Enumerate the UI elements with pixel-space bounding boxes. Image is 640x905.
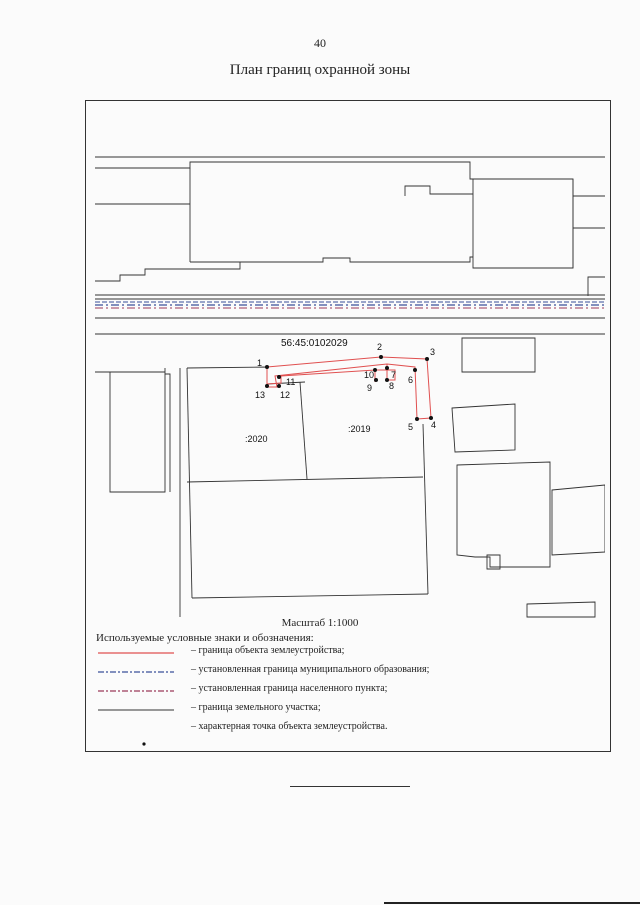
- boundary-map: [95, 112, 605, 622]
- legend-text: – граница объекта землеустройства;: [191, 645, 345, 656]
- point-label-7: 7: [391, 370, 397, 380]
- building-outline: [457, 462, 550, 567]
- point-label-6: 6: [408, 375, 414, 385]
- building-outline: [95, 257, 473, 281]
- legend-text: – установленная граница населенного пункта;: [191, 683, 388, 694]
- point-label-3: 3: [430, 347, 436, 357]
- legend-item: [96, 720, 596, 739]
- point-label-1: 1: [257, 358, 263, 368]
- characteristic-point-3: [425, 357, 429, 361]
- building-outline: [405, 186, 473, 196]
- building-outline: [462, 338, 535, 372]
- characteristic-point-2: [379, 355, 383, 359]
- point-label-9: 9: [367, 383, 373, 393]
- point-label-2: 2: [377, 342, 383, 352]
- legend-text: – граница земельного участка;: [191, 702, 321, 713]
- characteristic-point-11: [277, 375, 281, 379]
- signature-line: [290, 786, 410, 787]
- parcel-boundary: [95, 368, 170, 492]
- characteristic-point-7: [385, 366, 389, 370]
- parcel-boundary: [423, 424, 428, 594]
- settlement-boundary-symbol: [96, 682, 176, 696]
- building-outline: [473, 179, 573, 268]
- characteristic-point-symbol: [96, 720, 176, 750]
- building-outline: [452, 404, 515, 452]
- page-title: План границ охранной зоны: [229, 62, 411, 78]
- point-label-5: 5: [408, 422, 414, 432]
- quarter-label: 56:45:0102029: [281, 338, 348, 349]
- parcel-label-2020: :2020: [245, 434, 268, 444]
- parcel-boundary: [192, 594, 428, 598]
- point-label-10: 10: [364, 370, 375, 380]
- scan-edge: [384, 902, 640, 904]
- legend-text: – установленная граница муниципального образования;: [191, 664, 430, 675]
- object-boundary-symbol: [96, 644, 176, 658]
- building-outline: [552, 485, 605, 555]
- legend-text: – характерная точка объекта землеустройства.: [191, 721, 388, 732]
- parcel-boundary: [187, 368, 192, 598]
- characteristic-point-13: [265, 384, 269, 388]
- characteristic-point-5: [415, 417, 419, 421]
- scale-label: Масштаб 1:1000: [281, 617, 359, 629]
- legend: [96, 644, 596, 739]
- parcel-label-2019: :2019: [348, 424, 371, 434]
- characteristic-point-6: [413, 368, 417, 372]
- point-label-11: 11: [286, 377, 296, 387]
- parcel-boundary: [110, 372, 165, 492]
- characteristic-point-12: [277, 384, 281, 388]
- object-boundary: [267, 370, 375, 384]
- legend-item: [96, 682, 596, 701]
- parcel-boundary: [187, 477, 423, 482]
- page-number: 40: [314, 36, 326, 50]
- legend-title: Используемые условные знаки и обозначения:: [96, 632, 314, 644]
- building-outline: [588, 277, 605, 296]
- parcel-boundary-symbol: [96, 701, 176, 715]
- legend-item: [96, 663, 596, 682]
- characteristic-point-9: [374, 378, 378, 382]
- point-label-12: 12: [280, 390, 291, 400]
- building-outline: [95, 162, 605, 196]
- building-outline: [527, 602, 595, 617]
- characteristic-point-1: [265, 365, 269, 369]
- point-label-4: 4: [431, 420, 437, 430]
- legend-item: [96, 644, 596, 663]
- legend-item: [96, 701, 596, 720]
- parcel-boundary: [300, 382, 307, 479]
- point-label-13: 13: [255, 390, 266, 400]
- point-label-8: 8: [389, 381, 395, 391]
- municipal-boundary-symbol: [96, 663, 176, 677]
- object-boundary: [267, 357, 431, 419]
